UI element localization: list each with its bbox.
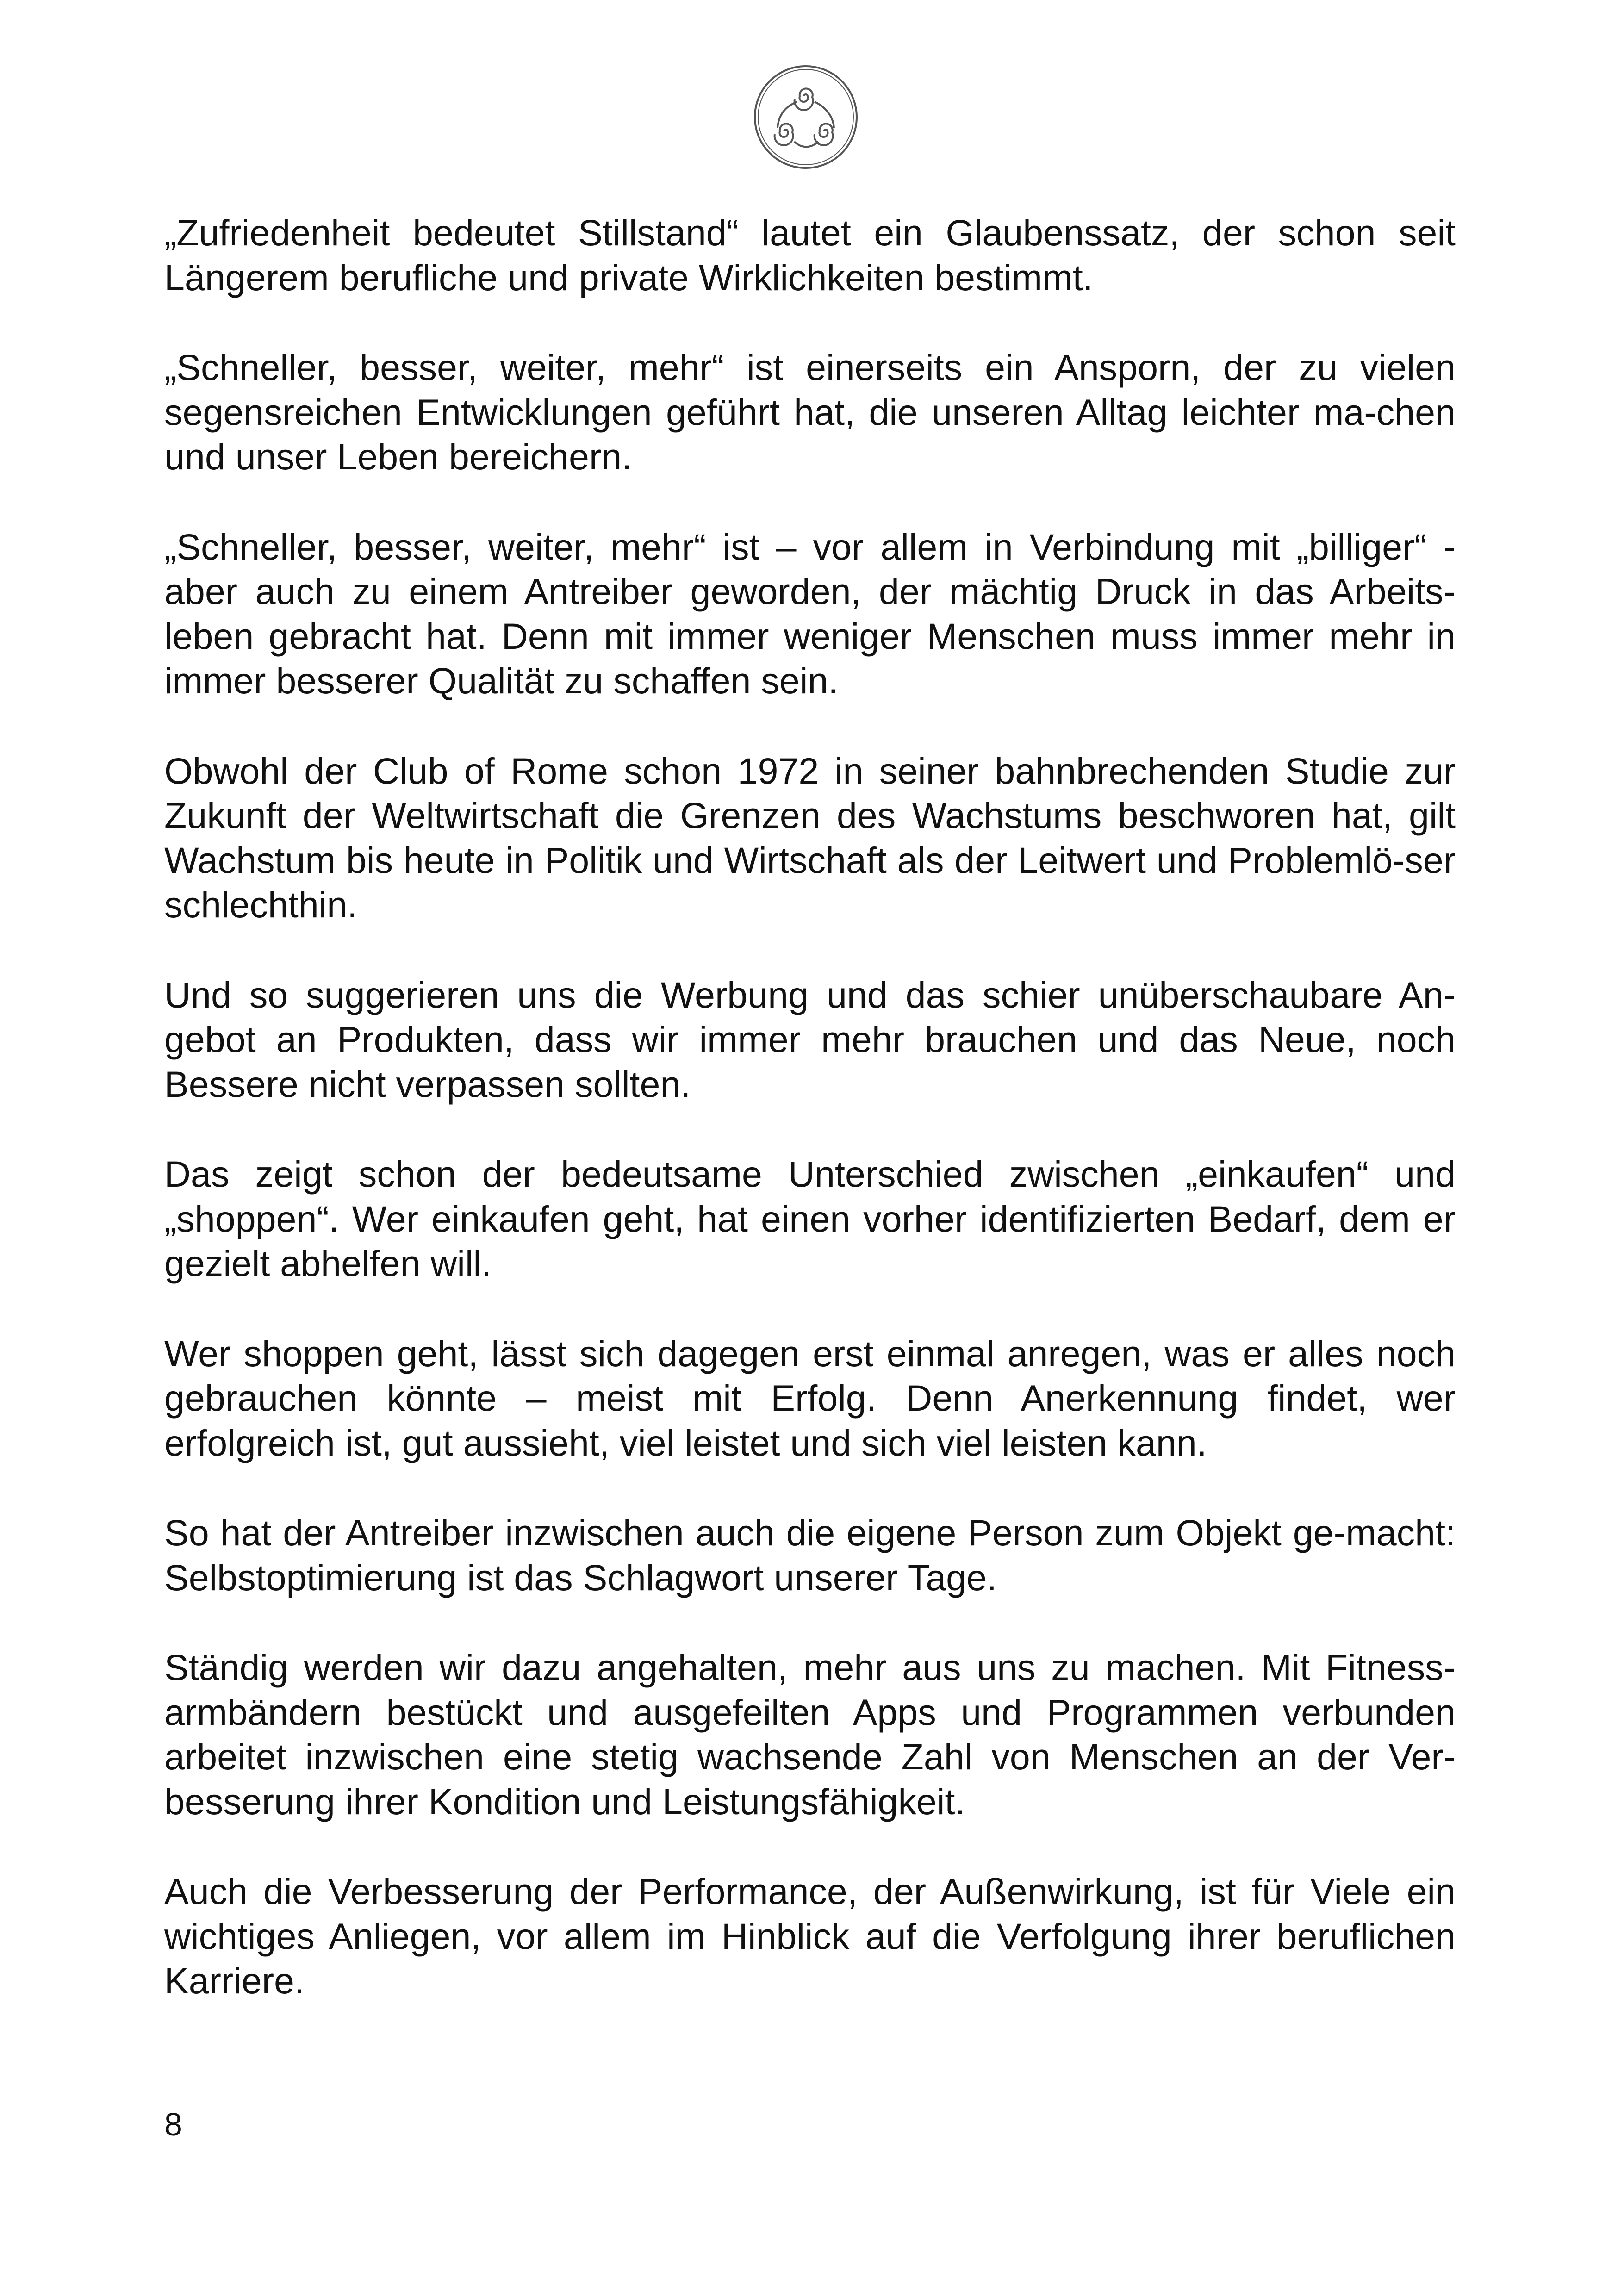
paragraph: „Schneller, besser, weiter, mehr“ ist einerseits ein Ansporn, der zu vielen segensreichen Entwicklungen geführt hat, die unseren Alltag leichter ma-chen und unser Leben bereichern. bbox=[164, 347, 1456, 477]
paragraph: Wer shoppen geht, lässt sich dagegen erst einmal anregen, was er alles noch gebrauchen könnte – meist mit Erfolg. Denn Anerkennung findet, wer erfolgreich ist, gut aussieht, viel leistet und sich viel leisten kann. bbox=[164, 1332, 1456, 1463]
paragraph: Obwohl der Club of Rome schon 1972 in seiner bahnbrechenden Studie zur Zukunft der Weltwirtschaft die Grenzen des Wachstums beschworen hat, gilt Wachstum bis heute in Politik und Wirtschaft als der Leitwert und Problemlö-ser schlechthin. bbox=[164, 750, 1456, 925]
paragraph: „Zufriedenheit bedeutet Stillstand“ lautet ein Glaubenssatz, der schon seit Längerem berufliche und private Wirklichkeiten bestimmt. bbox=[164, 212, 1456, 298]
paragraph: Und so suggerieren uns die Werbung und das schier unüberschaubare An-gebot an Produkten, dass wir immer mehr brauchen und das Neue, noch Bessere nicht verpassen sollten. bbox=[164, 974, 1456, 1105]
paragraph: So hat der Antreiber inzwischen auch die eigene Person zum Objekt ge-macht: Selbstoptimierung ist das Schlagwort unserer Tage. bbox=[164, 1512, 1456, 1598]
page-number: 8 bbox=[164, 2106, 182, 2142]
triskele-icon bbox=[752, 63, 860, 171]
paragraph: „Schneller, besser, weiter, mehr“ ist – vor allem in Verbindung mit „billiger“ - aber auch zu einem Antreiber geworden, der mächtig Druck in das Arbeits-leben gebracht hat. Denn mit immer weniger Menschen muss immer mehr in immer besserer Qualität zu schaffen sein. bbox=[164, 526, 1456, 701]
paragraph: Das zeigt schon der bedeutsame Unterschied zwischen „einkaufen“ und „shoppen“. Wer einkaufen geht, hat einen vorher identifizierten Bedarf, dem er gezielt abhelfen will. bbox=[164, 1153, 1456, 1284]
paragraph: Ständig werden wir dazu angehalten, mehr aus uns zu machen. Mit Fitness-armbändern bestückt und ausgefeilten Apps und Programmen verbunden arbeitet inzwischen eine stetig wachsende Zahl von Menschen an der Ver-besserung ihrer Kondition und Leistungsfähigkeit. bbox=[164, 1647, 1456, 1822]
paragraph: Auch die Verbesserung der Performance, der Außenwirkung, ist für Viele ein wichtiges Anliegen, vor allem im Hinblick auf die Verfolgung ihrer beruflichen Karriere. bbox=[164, 1871, 1456, 2001]
body-text bbox=[164, 211, 1456, 2004]
